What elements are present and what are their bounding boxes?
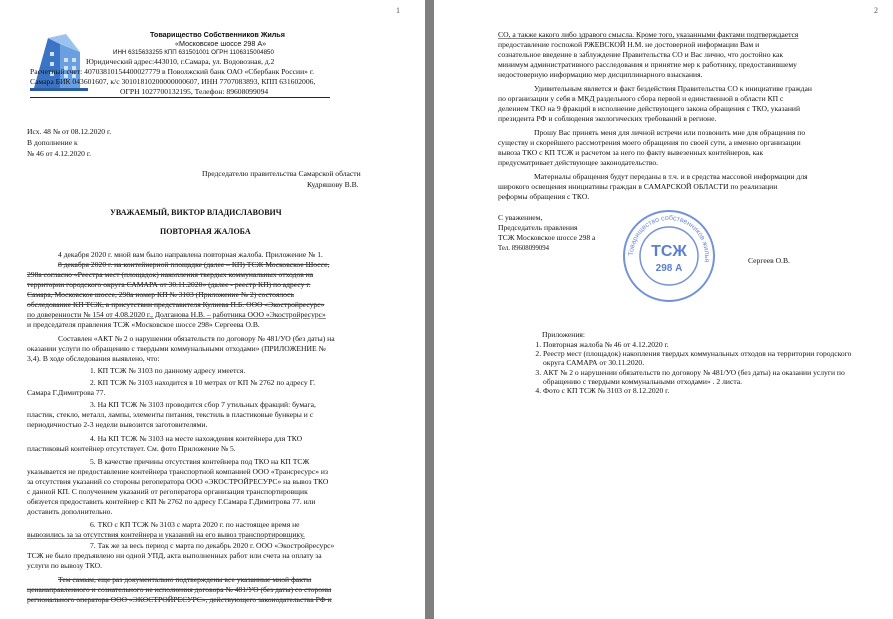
regards-text: С уважением, — [498, 213, 543, 222]
org-name: Товарищество Собственников Жилья — [150, 30, 285, 39]
paragraph-line: реформы обращения с ТКО. — [498, 192, 590, 201]
paragraph-line: Тем самым, еще раз документально подтверждены все указанные мной факты — [58, 575, 312, 584]
salutation: УВАЖАЕМЫЙ, ВИКТОР ВЛАДИСЛАВОВИЧ — [110, 208, 282, 217]
paragraph-line: по доверенности № 154 от 4.08.2020 г., Долганова Н.В. – работника ООО «Экостройресурс» — [27, 310, 326, 319]
paragraph-line: предоставление госпожой РЖЕВСКОЙ Н.М. не достоверной информации Вам и — [498, 40, 760, 49]
paragraph-line: ТСЖ не было предъявлено ни одной УПД, акта выполненных работ или счета на оплату за — [27, 551, 322, 560]
paragraph-line: Самара, Московское шоссе, 298а номер КП № 3103 (Приложение № 2) состоялось — [27, 290, 294, 299]
attachments-list — [529, 340, 874, 395]
paragraph-line: минимум административного расследования и принятие мер к работнику, предоставившему — [498, 60, 797, 69]
paragraph-line: широкого освещения инициативы граждан в САМАРСКОЙ ОБЛАСТИ по реализации — [498, 182, 778, 191]
document-page-1 — [0, 0, 425, 619]
paragraph-line: 4 декабря 2020 г. мной вам было направлена повторная жалоба. Приложение № 1. — [58, 250, 323, 259]
signer-name: Сергеев О.В. — [748, 256, 790, 265]
paragraph-line: Прошу Вас принять меня для личной встречи или позвонить мне для обращения по — [534, 128, 806, 137]
paragraph-line: 7. Так же за весь период с марта по декабрь 2020 г. ООО «Экостройресурс» — [90, 541, 335, 550]
org-ids: ИНН 6315633255 КПП 631501001 ОГРН 1106315004850 — [113, 49, 274, 56]
paragraph-line: обязуется предоставить контейнер с КП № 2762 по адресу Г.Самара Г.Димитрова 77. или — [27, 497, 316, 506]
paragraph-line: существу и скорейшего рассмотрения моего обращения по своей сути, а именно организации — [498, 138, 801, 147]
paragraph-line: 8 декабря 2020 г. на контейнерной площадке (далее – КП) ТСЖ Московское Шоссе, — [58, 260, 330, 269]
paragraph-line: пластик, стекло, металл, лампы, элементы питания, текстиль в пластиковые бункеры и с — [27, 410, 314, 419]
paragraph-line: 2. КП ТСЖ № 3103 находится в 10 метрах от КП № 2762 по адресу Г. — [90, 378, 316, 387]
addressee-line-2: Кудряшову В.В. — [307, 180, 359, 189]
paragraph-line: периодичностью 2-3 недели вывозится заготовителями. — [27, 420, 208, 429]
paragraph-line: по организации у себя в МКД раздельного сбора первой и единственной в области КП с — [498, 94, 784, 103]
paragraph-line: вывоза ТКО с КП ТСЖ и расчетом за него по факту вывезенных контейнеров, как — [498, 148, 764, 157]
signer-title: Председатель правления — [498, 223, 578, 232]
attachments-title: Приложения: — [542, 330, 585, 339]
signer-org: ТСЖ Московское шоссе 298 а — [498, 233, 596, 242]
organization-stamp-icon — [621, 208, 717, 304]
paragraph-line: 298а согласно «Реестра мест (площадок) накопления твердых коммунальных отходов на — [27, 270, 314, 279]
attachment-item: 1. Повторная жалоба № 46 от 4.12.2020 г. — [543, 340, 874, 349]
ref-line-1: Исх. 48 № от 08.12.2020 г. — [27, 127, 112, 136]
document-page-2 — [434, 0, 893, 619]
paragraph-line: услуги по вывозу ТКО. — [27, 561, 103, 570]
paragraph-line: Удивительным является и факт бездействия Правительства СО к инициативе граждан — [534, 84, 812, 93]
paragraph-line: делением ТКО на 9 фракций в исполнение действующего закона обращения с ТКО, указаний — [498, 104, 801, 113]
paragraph-line: 1. КП ТСЖ № 3103 по данному адресу имеется. — [90, 366, 246, 375]
paragraph-line: вывозились за за отсутствия контейнера и указаний на его вывоз транспортировщику. — [27, 530, 305, 539]
stamp-center-text: ТСЖ — [651, 243, 687, 260]
paragraph-line: 3,4). В ходе обследования выявлено, что: — [27, 354, 160, 363]
org-ogrn: ОГРН 1027700132195, Телефон: 89608099094 — [120, 87, 269, 96]
paragraph-line: территории городского округа САМАРА от 30.11.2020» (далее - реестр КП) по адресу г. — [27, 280, 311, 289]
paragraph-line: Самара Г.Димитрова 77. — [27, 388, 106, 397]
paragraph-line: доставить дополнительно. — [27, 507, 113, 516]
paragraph-line: СО, а также какого либо здравого смысла. Кроме того, указанными фактами подтверждается — [498, 30, 799, 39]
header-divider — [30, 97, 330, 98]
page-number: 1 — [396, 6, 400, 15]
addressee-line-1: Председателю правительства Самарской области — [202, 169, 361, 178]
paragraph-line: регионального оператора ООО «ЭКОСТРОЙРЕСУРС», действующего законодательства РФ и — [27, 595, 332, 604]
paragraph-line: за отсутствия указаний со стороны регоператора ООО «ЭКОСТРОЙРЕСУРС» на вывоз ТКО — [27, 477, 329, 486]
paragraph-line: 4. На КП ТСЖ № 3103 на месте нахождения контейнера для ТКО — [90, 434, 303, 443]
paragraph-line: президента РФ и соблюдения экологических требований в регионе. — [498, 114, 717, 123]
attachment-item: 2. Реестр мест (площадок) накопления твердых коммунальных отходов на территории городского округа САМАРА от 30.11.2020. — [543, 349, 874, 367]
paragraph-line: указывается не предоставление контейнера транспортной компанией ООО «Трансресурс» из — [27, 467, 328, 476]
paragraph-line: недостоверную информацию мер дисциплинарного взыскания. — [498, 70, 703, 79]
signer-phone: Тел. 89608099094 — [498, 245, 550, 252]
paragraph-line: 6. ТКО с КП ТСЖ № 3103 с марта 2020 г. по настоящее время не — [90, 520, 300, 529]
paragraph-line: и председателя правления ТСЖ «Московское шоссе 298» Сергеева О.В. — [27, 320, 260, 329]
stamp-ring-text: Товарищество собственников жилья — [627, 214, 711, 263]
paragraph-line: предусматривает действующее законодательство. — [498, 158, 659, 167]
stamp-bottom-text: 298 А — [655, 263, 683, 274]
paragraph-line: с данной КП. С получением указаний от регоператора организация транспортировщик — [27, 487, 308, 496]
org-bik: Самара БИК 043601607, к/с 30101810200000000607, ИНН 7707083893, КПП 631602006, — [30, 77, 316, 86]
document-title: ПОВТОРНАЯ ЖАЛОБА — [160, 227, 251, 236]
paragraph-line: 3. На КП ТСЖ № 3103 проводится сбор 7 утильных фракций: бумага, — [90, 400, 316, 409]
page-number: 2 — [874, 6, 878, 15]
paragraph-line: оказании услуги по обращению с твердыми коммунальными отходами» (ПРИЛОЖЕНИЕ № — [27, 344, 326, 353]
paragraph-line: ценанаправленного и сознательного не исполнения договора № 481/УО (без даты) со стороны — [27, 585, 332, 594]
org-address: Юридический адрес:443010, г.Самара, ул. Водовозная, д.2 — [86, 57, 275, 66]
attachment-item: 4. Фото с КП ТСЖ № 3103 от 8.12.2020 г. — [543, 386, 874, 395]
ref-line-3: № 46 от 4.12.2020 г. — [27, 149, 91, 158]
ref-line-2: В дополнение к — [27, 138, 78, 147]
paragraph-line: обследование КП ТСЖ, в присутствии представителя Кулиева П.Б. ООО «Экостройресурс» — [27, 300, 325, 309]
paragraph-line: Составлен «АКТ № 2 о нарушении обязательств по договору № 481/УО (без даты) на — [58, 334, 335, 343]
org-quote: «Московское шоссе 298 А» — [175, 39, 267, 48]
paragraph-line: пластиковый контейнер отсутствует. См. фото Приложение № 5. — [27, 444, 236, 453]
paragraph-line: 5. В качестве причины отсутствия контейнера под ТКО на КП ТСЖ — [90, 457, 310, 466]
paragraph-line: Материалы обращения будут переданы в т.ч. и в средства массовой информации для — [534, 172, 808, 181]
org-account: Расчетный счет: 40703810154400027779 в Поволжский банк ОАО «Сбербанк России» г. — [30, 67, 314, 76]
paragraph-line: сознательное введение в заблуждение Правительства СО и Вас лично, что достойно как — [498, 50, 784, 59]
attachment-item: 3. АКТ № 2 о нарушении обязательств по договору № 481/УО (без даты) на оказании услуги по обращению с твердыми коммунальными отходами» . 2 листа. — [543, 368, 874, 386]
